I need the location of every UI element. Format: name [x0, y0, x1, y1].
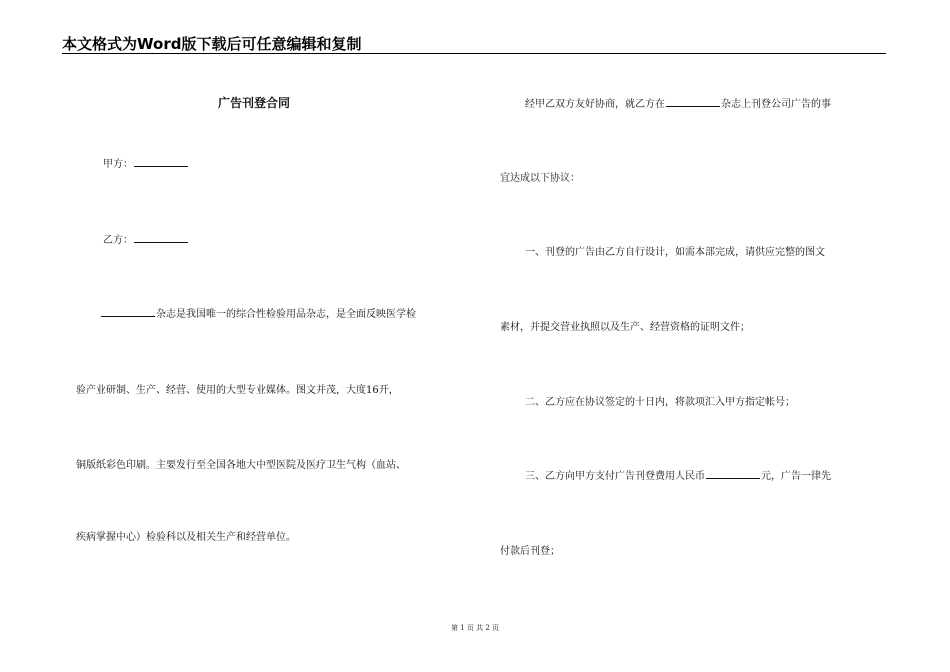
item3-line1-a: 三、乙方向甲方支付广告刊登费用人民币 [525, 471, 705, 482]
item3-line1 [525, 467, 831, 482]
page-footer: 第 1 页 共 2 页 [450, 624, 500, 632]
para1-line1-text: 杂志是我国唯一的综合性检验用品杂志，是全面反映医学检 [156, 309, 416, 320]
party-a-line [103, 155, 189, 170]
intro-line1 [525, 95, 831, 110]
para1-line2: 验产业研制、生产、经营、使用的大型专业媒体。图文并茂，大度16开， [76, 385, 399, 396]
document-title: 广告刊登合同 [218, 96, 291, 110]
magazine-name-blank[interactable] [101, 306, 155, 317]
item1-line1: 一、刊登的广告由乙方自行设计，如需本部完成，请供应完整的图文 [525, 247, 825, 258]
para1-line3: 铜版纸彩色印刷。主要发行至全国各地大中型医院及医疗卫生气构（血站、 [76, 460, 406, 471]
item3-line2: 付款后刊登； [500, 546, 560, 557]
party-b-line [103, 231, 189, 246]
intro-line2: 宜达成以下协议： [500, 173, 580, 184]
party-b-blank[interactable] [134, 232, 188, 243]
item2-line1: 二、乙方应在协议签定的十日内，将款项汇入甲方指定帐号； [525, 397, 795, 408]
item1-line2: 素材，并提交营业执照以及生产、经营资格的证明文件； [500, 322, 750, 333]
document-header-banner: 本文格式为Word版下载后可任意编辑和复制 [62, 35, 362, 53]
party-a-blank[interactable] [134, 156, 188, 167]
party-b-label: 乙方： [103, 235, 133, 246]
party-a-label: 甲方： [103, 159, 133, 170]
header-rule [62, 53, 886, 54]
para1-line4: 疾病掌握中心）检验科以及相关生产和经营单位。 [76, 532, 296, 543]
para1-line1 [100, 305, 416, 320]
intro-line1-b: 杂志上刊登公司广告的事 [721, 99, 831, 110]
fee-amount-blank[interactable] [706, 468, 760, 479]
intro-line1-a: 经甲乙双方友好协商，就乙方在 [525, 99, 665, 110]
magazine-blank-right[interactable] [666, 96, 720, 107]
item3-line1-b: 元，广告一律先 [761, 471, 831, 482]
